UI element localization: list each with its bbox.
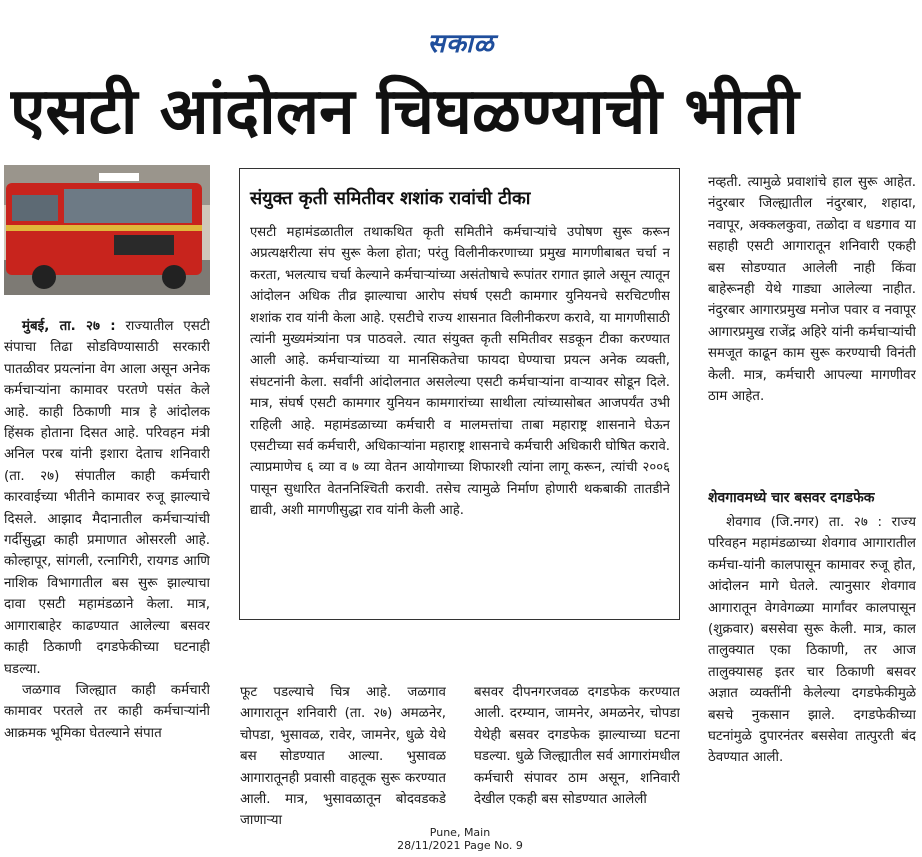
- sidebar-title: संयुक्त कृती समितीवर शशांक रावांची टीका: [250, 188, 531, 209]
- footer-edition: Pune, Main: [429, 826, 491, 839]
- article-column-3: [474, 682, 680, 844]
- paragraph: शेवगाव (जि.नगर) ता. २७ : राज्य परिवहन महामंडळाच्या शेवगाव आगारातील कर्मचा-यांनी कालपासून कामावर रुजू होत, आंदोलन मागे घेतले. त्यानुसार शेवगाव आगारातून वेगवेगळ्या मार्गांवर कालपासून (शुक्रवार) बससेवा सुरू केली. मात्र, काल तालुक्यात एका ठिकाणी, तर आज तालुक्यासह इतर चार ठिकाणी बसवर अज्ञात व्यक्तींनी केलेल्या दगडफेकीमुळे बसचे नुकसान झाले. दगडफेकीच्या घटनांमुळे दुपारनंतर बससेवा तात्पुरती बंद ठेवण्यात आली.: [708, 515, 916, 766]
- paragraph: नव्हती. त्यामुळे प्रवाशांचे हाल सुरू आहेत. नंदुरबार जिल्ह्यातील नंदुरबार, शहादा, नवापूर, अक्कलकुवा, तळोदा व धडगाव या सहाही एसटी आगारातून शनिवारी एकही बस सोडण्यात आलेली नाही किंवा बाहेरूनही येथे गाड्या आलेल्या नाहीत. नंदुरबार आगारप्रमुख मनोज पवार व नवापूर आगारप्रमुख राजेंद्र अहिरे यांनी कर्मचाऱ्यांची समजूत काढून काम सुरू करण्याची विनंती केली. मात्र, कर्मचारी आपल्या मागणीवर ठाम आहेत.: [708, 175, 916, 405]
- masthead-logo: सकाळ: [427, 29, 495, 59]
- bus-illustration: [4, 165, 210, 295]
- paragraph: जळगाव जिल्ह्यात काही कर्मचारी कामावर परतले तर काही कर्मचाऱ्यांनी आक्रमक भूमिका घेतल्याने संपात: [4, 682, 210, 741]
- subheading: शेवगावमध्ये चार बसवर दगडफेक: [708, 490, 875, 506]
- article-column-4: [708, 172, 916, 468]
- dateline: मुंबई, ता. २७ :: [22, 319, 116, 334]
- paragraph: बसवर दीपनगरजवळ दगडफेक करण्यात आली. दरम्यान, जामनेर, अमळनेर, चोपडा येथेही बसवर दगडफेक झाल्याच्या घटना घडल्या. धुळे जिल्ह्यातील सर्व आगारांमधील कर्मचारी संपावर ठाम असून, शनिवारी देखील एकही बस सोडण्यात आलेली: [474, 685, 680, 808]
- bus-photo: [4, 165, 210, 295]
- footer-date-page: 28/11/2021 Page No. 9: [397, 839, 523, 852]
- headline: एसटी आंदोलन चिघळण्याची भीती: [10, 75, 799, 149]
- paragraph: फूट पडल्याचे चित्र आहे. जळगाव आगारातून शनिवारी (ता. २७) अमळनेर, चोपडा, भुसावळ, रावेर, जामनेर, धुळे येथे बस सोडण्यात आल्या. भुसावळ आगारातूनही प्रवासी वाहतूक सुरू करण्यात आली. मात्र, भुसावळातून बोदवडकडे जाणाऱ्या: [240, 685, 446, 829]
- sidebar-text: एसटी महामंडळातील तथाकथित कृती समितीने कर्मचाऱ्यांचे उपोषण सुरू करून अप्रत्यक्षरीत्या संप सुरू केला होता; परंतु विलीनीकरणाच्या प्रमुख मागणीबाबत चर्चा न करता, भलत्याच चर्चा केल्याने कर्मचाऱ्यांच्या असंतोषाचे रूपांतर रागात झाले असून त्यातून आंदोलन अधिक तीव्र झाल्याचा आरोप संघर्ष एसटी कामगार युनियनचे सरचिटणीस शशांक राव यांनी केला आहे. एसटीचे राज्य शासनात विलीनीकरण करावे, या मागणीसाठी त्यांनी मुख्यमंत्र्यांना पत्र पाठवले. त्यात संयुक्त कृती समितीवर सडकून टीका करण्यात आली आहे. कर्मचाऱ्यांच्या या मानसिकतेचा फायदा घेण्याचा प्रयत्न अनेक व्यक्ती, संघटनांनी केला. सर्वांनी आंदोलनात असलेल्या एसटी कर्मचाऱ्यांना वाऱ्यावर सोडून दिले. मात्र, संघर्ष एसटी कामगार युनियन कामगारांच्या साथीला त्यांच्यासोबत आजपर्यंत उभी राहिली आहे. महामंडळाच्या कर्मचारी व मालमत्तांचा ताबा महाराष्ट्र शासनाने घेऊन एसटीच्या सर्व कर्मचारी, अधिकाऱ्यांना महाराष्ट्र शासनाचे कर्मचारी अधिकारी घोषित करावे. त्याप्रमाणेच ६ व्या व ७ व्या वेतन आयोगाच्या शिफारशी त्यांना लागू करून, त्यांची २००६ पासून सुधारित वेतननिश्चिती करावी. तसेच त्यामुळे निर्माण होणारी थकबाकी तातडीने द्यावी, अशी मागणीसुद्धा राव यांनी केली आहे.: [250, 225, 670, 519]
- article-column-2: [240, 682, 446, 844]
- article-column-1: [4, 316, 210, 846]
- article-column-4b: [708, 512, 916, 846]
- paragraph: राज्यातील एसटी संपाचा तिढा सोडविण्यासाठी सरकारी पातळीवर प्रयत्नांना वेग आला असून अनेक कर्मचाऱ्यांना कामावर परतणे पसंत केले आहे. काही ठिकाणी मात्र हे आंदोलक हिंसक होताना दिसत आहे. परिवहन मंत्री अनिल परब यांनी इशारा देताच शनिवारी (ता. २७) संपातील काही कर्मचारी कारवाईच्या भीतीने कामावर रुजू झाल्याचे दिसले. आझाद मैदानातील कर्मचाऱ्यांची गर्दीसुद्धा काही प्रमाणात ओसरली आहे. कोल्हापूर, सांगली, रत्नागिरी, रायगड आणि नाशिक विभागातील बस सुरू झाल्याचा दावा एसटी महामंडळाने केला. मात्र, आगाराबाहेर काढण्यात आलेल्या बसवर काही ठिकाणी दगडफेकीच्या घटनाही घडल्या.: [4, 319, 210, 677]
- page-footer: [380, 826, 540, 852]
